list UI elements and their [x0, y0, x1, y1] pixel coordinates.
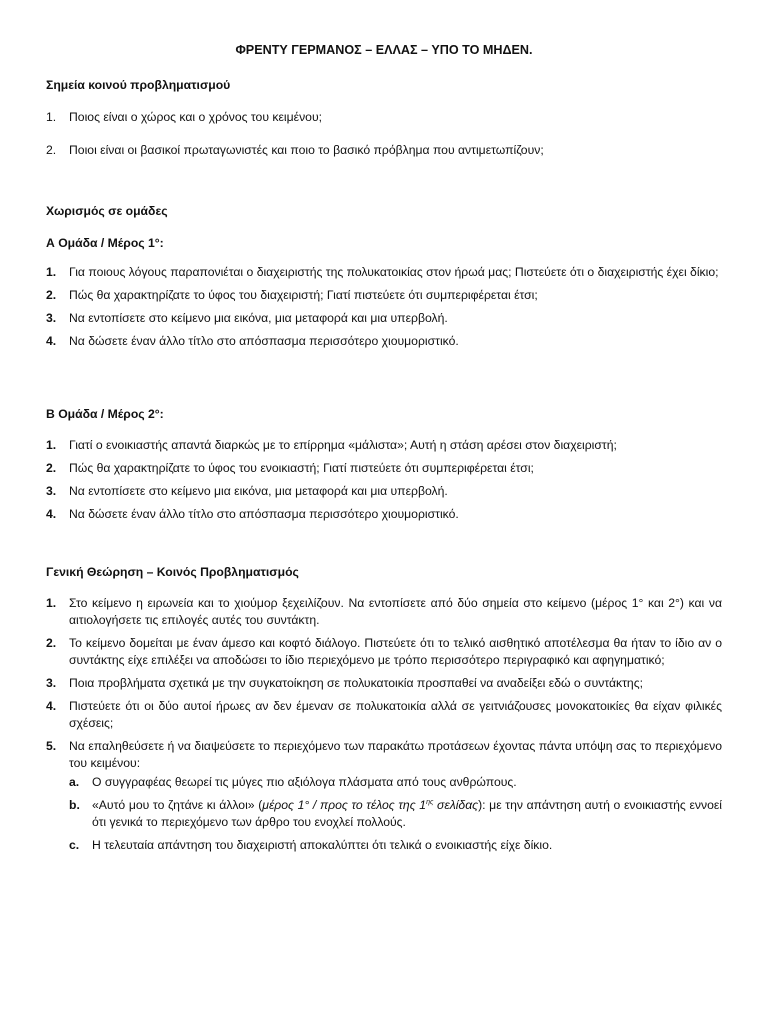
sub-list-item: [69, 797, 722, 831]
item-number: 2.: [46, 461, 57, 475]
item-text: Πώς θα χαρακτηρίζατε το ύφος του ενοικιαστή; Γιατί πιστεύετε ότι συμπεριφέρεται έτσι;: [69, 461, 534, 475]
general-heading: Γενική Θεώρηση – Κοινός Προβληματισμός: [46, 565, 299, 579]
item-number: 4.: [46, 334, 57, 348]
sub-item-letter: b.: [69, 798, 80, 812]
item-text: Πιστεύετε ότι οι δύο αυτοί ήρωες αν δεν έμεναν σε πολυκατοικία αλλά σε γειτνιάζουσες μονοκατοικίες θα είχαν φιλικές σχέσεις;: [69, 699, 722, 730]
list-item: [46, 109, 722, 126]
item-number: 3.: [46, 311, 57, 325]
item-text: Στο κείμενο η ειρωνεία και το χιούμορ ξεχειλίζουν. Να εντοπίσετε από δύο σημεία στο κείμενο (μέρος 1° και 2°) και να αιτιολογήσετε τις επιλογές αυτές του συντάκτη.: [69, 596, 722, 627]
item-number: 1.: [46, 265, 57, 279]
list-item: [46, 738, 722, 854]
groups-heading: Χωρισμός σε ομάδες: [46, 204, 168, 218]
item-text: Πώς θα χαρακτηρίζατε το ύφος του διαχειριστή; Γιατί πιστεύετε ότι συμπεριφέρεται έτσι;: [69, 288, 538, 302]
sub-item-reference: μέρος 1° / προς το τέλος της $1^{\eta\varsigma}$ σελίδας: [262, 798, 479, 812]
item-text: Το κείμενο δομείται με έναν άμεσο και κοφτό διάλογο. Πιστεύετε ότι το τελικό αισθητικό αποτέλεσμα θα ήταν το ίδιο αν ο συντάκτης είχε επιλέξει να αποδώσει το ίδιο περιεχόμενο με τρόπο περισσότερο περιγραφικό και αφηγηματικό;: [69, 636, 722, 667]
common-list: [46, 109, 722, 159]
list-item: [46, 460, 722, 477]
list-item: [46, 635, 722, 669]
item-text: Για ποιους λόγους παραπονιέται ο διαχειριστής της πολυκατοικίας στον ήρωά μας; Πιστεύετε ότι ο διαχειριστής έχει δίκιο;: [69, 265, 719, 279]
sub-item-letter: a.: [69, 775, 80, 789]
sub-item-text: Ο συγγραφέας θεωρεί τις μύγες πιο αξιόλογα πλάσματα από τους ανθρώπους.: [92, 775, 517, 789]
group-b-heading: Β Ομάδα / Μέρος 2°:: [46, 407, 164, 421]
list-item: [46, 675, 722, 692]
list-item: [46, 310, 722, 327]
item-number: 2.: [46, 143, 57, 157]
general-list: [46, 595, 722, 860]
item-text: Να εντοπίσετε στο κείμενο μια εικόνα, μια μεταφορά και μια υπερβολή.: [69, 311, 448, 325]
sub-item-text: Η τελευταία απάντηση του διαχειριστή αποκαλύπτει ότι τελικά ο ενοικιαστής είχε δίκιο.: [92, 838, 553, 852]
item-text: Ποια προβλήματα σχετικά με την συγκατοίκηση σε πολυκατοικία προσπαθεί να αναδείξει εδώ ο συντάκτης;: [69, 676, 643, 690]
item-text: Ποιοι είναι οι βασικοί πρωταγωνιστές και ποιο το βασικό πρόβλημα που αντιμετωπίζουν;: [69, 143, 544, 157]
item-number: 5.: [46, 739, 57, 753]
sub-list: [69, 774, 722, 854]
sub-item-text-end: ): με την απάντηση αυτή ο ενοικιαστής εννοεί ότι γενικά το περιεχόμενο των άρθρο του ενοχλεί πολλούς.: [92, 798, 722, 829]
item-text: Να δώσετε έναν άλλο τίτλο στο απόσπασμα περισσότερο χιουμοριστικό.: [69, 334, 459, 348]
list-item: [46, 437, 722, 454]
group-b-list: [46, 437, 722, 523]
item-number: 2.: [46, 636, 57, 650]
item-text: Να επαληθεύσετε ή να διαψεύσετε το περιεχόμενο των παρακάτω προτάσεων έχοντας πάντα υπόψη σας το περιεχόμενο του κειμένου:: [69, 739, 722, 770]
list-item: [46, 333, 722, 350]
sub-list-item: [69, 774, 722, 791]
item-number: 3.: [46, 676, 57, 690]
list-item: [46, 595, 722, 629]
page-title: ΦΡΕΝΤΥ ΓΕΡΜΑΝΟΣ – ΕΛΛΑΣ – ΥΠΟ ΤΟ ΜΗΔΕΝ.: [235, 43, 533, 57]
item-number: 2.: [46, 288, 57, 302]
list-item: [46, 698, 722, 732]
item-number: 1.: [46, 596, 57, 610]
group-a-list: [46, 264, 722, 350]
item-text: Γιατί ο ενοικιαστής απαντά διαρκώς με το επίρρημα «μάλιστα»; Αυτή η στάση αρέσει στον διαχειριστή;: [69, 438, 617, 452]
item-text: Να δώσετε έναν άλλο τίτλο στο απόσπασμα περισσότερο χιουμοριστικό.: [69, 507, 459, 521]
common-heading: Σημεία κοινού προβληματισμού: [46, 78, 231, 92]
group-a-heading: Α Ομάδα / Μέρος 1°:: [46, 236, 164, 250]
sub-item-letter: c.: [69, 838, 80, 852]
sub-item-text-start: «Αυτό μου το ζητάνε κι άλλοι» (: [92, 798, 263, 812]
item-number: 4.: [46, 699, 57, 713]
item-text: Ποιος είναι ο χώρος και ο χρόνος του κειμένου;: [69, 110, 322, 124]
list-item: [46, 142, 722, 159]
sub-list-item: [69, 837, 722, 854]
list-item: [46, 506, 722, 523]
item-text: Να εντοπίσετε στο κείμενο μια εικόνα, μια μεταφορά και μια υπερβολή.: [69, 484, 448, 498]
list-item: [46, 264, 722, 281]
list-item: [46, 483, 722, 500]
item-number: 4.: [46, 507, 57, 521]
item-number: 1.: [46, 110, 57, 124]
item-number: 1.: [46, 438, 57, 452]
item-number: 3.: [46, 484, 57, 498]
list-item: [46, 287, 722, 304]
